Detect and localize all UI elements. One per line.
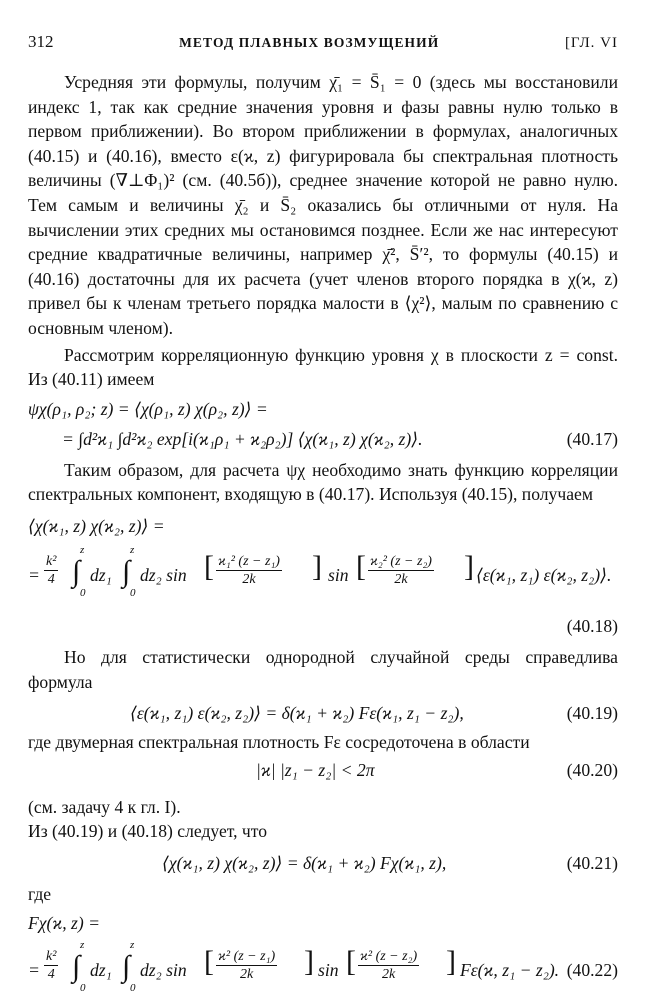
equation-40-17-rhs: = ∫d²ϰ₁ ∫d²ϰ₂ exp[i(ϰ₁ρ₁ + ϰ₂ρ₂)] ⟨χ(ϰ₁, z) χ(ϰ₂, z)⟩.	[62, 428, 423, 449]
equation-40-19: ⟨ε(ϰ₁, z₁) ε(ϰ₂, z₂)⟩ = δ(ϰ₁ + ϰ₂) Fε(ϰ₁, z₁ − z₂), (40.19)	[28, 698, 618, 728]
equation-number-40-21: (40.21)	[566, 852, 618, 873]
paragraph-8: где	[28, 883, 52, 904]
integral-sign-4: ∫ z 0	[122, 939, 136, 995]
fraction-phase-2: $\frac{\text{ϰ₂² (z − z₂)}}{2k}$	[370, 553, 432, 587]
running-title: МЕТОД ПЛАВНЫХ ВОЗМУЩЕНИЙ	[179, 35, 440, 50]
integral-sign-1: ∫ z 0	[72, 543, 86, 599]
fraction-phase-1: $\frac{\text{ϰ₁² (z − z₁)}}{2k}$	[218, 553, 280, 587]
fraction-phase-4: $\frac{\text{ϰ² (z − z₂)}}{2k}$	[360, 949, 418, 983]
paragraph-1: Усредняя эти формулы, получим χ̄₁ = S̄₁ = 0 (здесь мы восстановили индекс 1, так как средние значения уровня и фазы равны нулю только в первом приближении). Во втором приближении в формулах, аналогичных (40.15) и (40.16), вместо ε(ϰ, z) фигурировала бы спектральная плотность величины (∇⊥Φ₁)² (см. (40.5б)), среднее значение которой не равно нулю. Тем самым и величины χ̄₂ и S̄₂ оказались бы отличными от нуля. На вычислении этих средних мы остановимся позднее. Если же нас интересуют средние квадратичные величины, например χ̄², S̄′², то формулы (40.15) и (40.16) достаточны для их расчета (учет членов второго порядка в χ(ϰ, z) привел бы к членам третьего порядка малости в ⟨χ²⟩, малым по сравнению с основным членом).	[28, 72, 618, 338]
equation-40-18-line-1	[28, 511, 618, 541]
equation-number-40-20: (40.20)	[566, 759, 618, 780]
paragraph-7: Из (40.19) и (40.18) следует, что	[28, 821, 268, 842]
equation-40-17-lhs: ψχ(ρ₁, ρ₂; z) = ⟨χ(ρ₁, z) χ(ρ₂, z)⟩ =	[28, 398, 268, 419]
paragraph-6: (см. задачу 4 к гл. I).	[28, 796, 181, 817]
page-header	[28, 30, 618, 52]
paragraph-4: Но для статистически однородной случайной среды справедлива формула	[28, 646, 618, 692]
equation-number-40-18: (40.18)	[566, 615, 618, 636]
equation-40-18-line-2: = $\frac{\text{k²}}{4}$ ∫ z 0 dz₁ ∫ z 0 dz₂ sin [ $\frac{\text{ϰ₁² (z − z₁)}}{2k}$ ] sin [ $\frac{\text{ϰ₂² (z − z₂)}}{2k}$ ] ⟨ε(ϰ₁, z₁) ε(ϰ₂, z₂)⟩.	[28, 543, 612, 599]
equation-40-18-number-line	[28, 611, 618, 639]
book-page	[28, 30, 618, 1006]
integral-sign-3: ∫ z 0	[72, 939, 86, 995]
equation-number-40-17: (40.17)	[566, 428, 618, 449]
paragraph-5: где двумерная спектральная плотность Fε сосредоточена в области	[28, 732, 530, 753]
equation-number-40-19: (40.19)	[566, 703, 618, 724]
equation-40-22-line-2: = $\frac{\text{k²}}{4}$ ∫ z 0 dz₁ ∫ z 0 dz₂ sin [ $\frac{\text{ϰ² (z − z₁)}}{2k}$ ] sin [ $\frac{\text{ϰ² (z − z₂)}}{2k}$ ] Fε(ϰ, z₁ − z₂). (40.22)	[28, 939, 618, 995]
equation-40-17-line-2	[28, 424, 618, 454]
equation-number-40-22: (40.22)	[566, 960, 618, 981]
page-number: 312	[28, 32, 54, 51]
paragraph-2: Рассмотрим корреляционную функцию уровня χ в плоскости z = const. Из (40.11) имеем	[28, 344, 618, 390]
integral-sign-2: ∫ z 0	[122, 543, 136, 599]
equation-40-17-line-1	[28, 394, 618, 424]
fraction-k2-over-4-b: $\frac{\text{k²}}{4}$	[46, 949, 57, 983]
fraction-k2-over-4: $\frac{\text{k²}}{4}$	[46, 553, 57, 587]
paragraph-3: Таким образом, для расчета ψχ необходимо знать функцию корреляции спектральных компонент, входящую в (40.17). Используя (40.15), получаем	[28, 459, 618, 505]
equation-40-22-line-1: Fχ(ϰ, z) =	[28, 913, 101, 934]
fraction-phase-3: $\frac{\text{ϰ² (z − z₁)}}{2k}$	[218, 949, 276, 983]
chapter-marker: [ГЛ. VI	[564, 35, 618, 51]
equation-40-21: ⟨χ(ϰ₁, z) χ(ϰ₂, z)⟩ = δ(ϰ₁ + ϰ₂) Fχ(ϰ₁, z), (40.21)	[28, 848, 618, 878]
equation-40-18-lhs: ⟨χ(ϰ₁, z) χ(ϰ₂, z)⟩ =	[28, 515, 165, 536]
equation-40-20: |ϰ| |z₁ − z₂| < 2π (40.20)	[28, 755, 618, 785]
